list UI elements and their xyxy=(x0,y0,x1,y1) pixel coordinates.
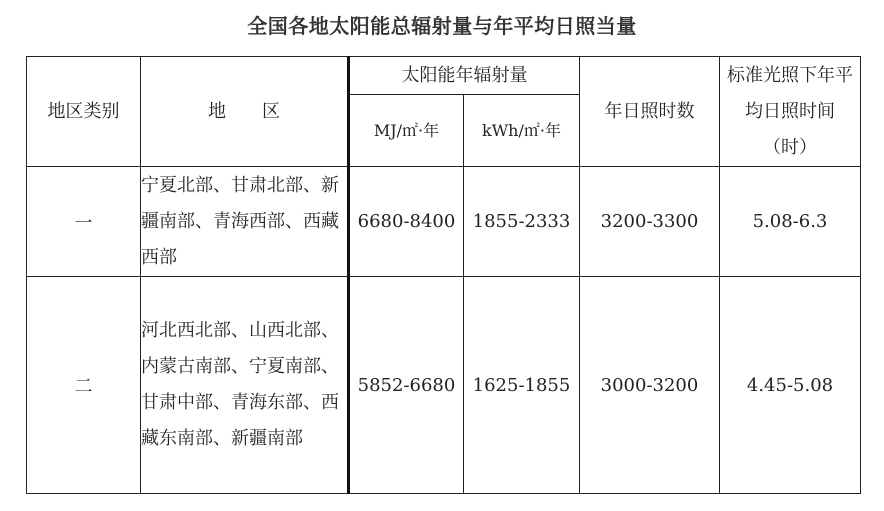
table-row xyxy=(27,277,861,494)
header-radiation: 太阳能年辐射量 xyxy=(349,57,580,95)
row-region: 河北西北部、山西北部、内蒙古南部、宁夏南部、甘肃中部、青海东部、西藏东南部、新疆南部 xyxy=(141,277,349,494)
row-mj: 6680-8400 xyxy=(349,167,464,277)
table-row xyxy=(27,167,861,277)
header-sun-hours: 年日照时数 xyxy=(580,57,720,167)
row-mj: 5852-6680 xyxy=(349,277,464,494)
row-kwh: 1855-2333 xyxy=(464,167,580,277)
row-kwh: 1625-1855 xyxy=(464,277,580,494)
header-unit-kwh: kWh/㎡·年 xyxy=(464,95,580,167)
solar-radiation-table xyxy=(26,56,861,494)
header-category: 地区类别 xyxy=(27,57,141,167)
header-region: 地 区 xyxy=(141,57,349,167)
row-hours: 3200-3300 xyxy=(580,167,720,277)
row-std: 5.08-6.3 xyxy=(720,167,861,277)
row-region: 宁夏北部、甘肃北部、新疆南部、青海西部、西藏西部 xyxy=(141,167,349,277)
header-std-hours: 标准光照下年平均日照时间（时） xyxy=(720,57,861,167)
row-category: 二 xyxy=(27,277,141,494)
row-std: 4.45-5.08 xyxy=(720,277,861,494)
row-hours: 3000-3200 xyxy=(580,277,720,494)
row-category: 一 xyxy=(27,167,141,277)
header-unit-mj: MJ/㎡·年 xyxy=(349,95,464,167)
page-title: 全国各地太阳能总辐射量与年平均日照当量 xyxy=(247,14,637,38)
